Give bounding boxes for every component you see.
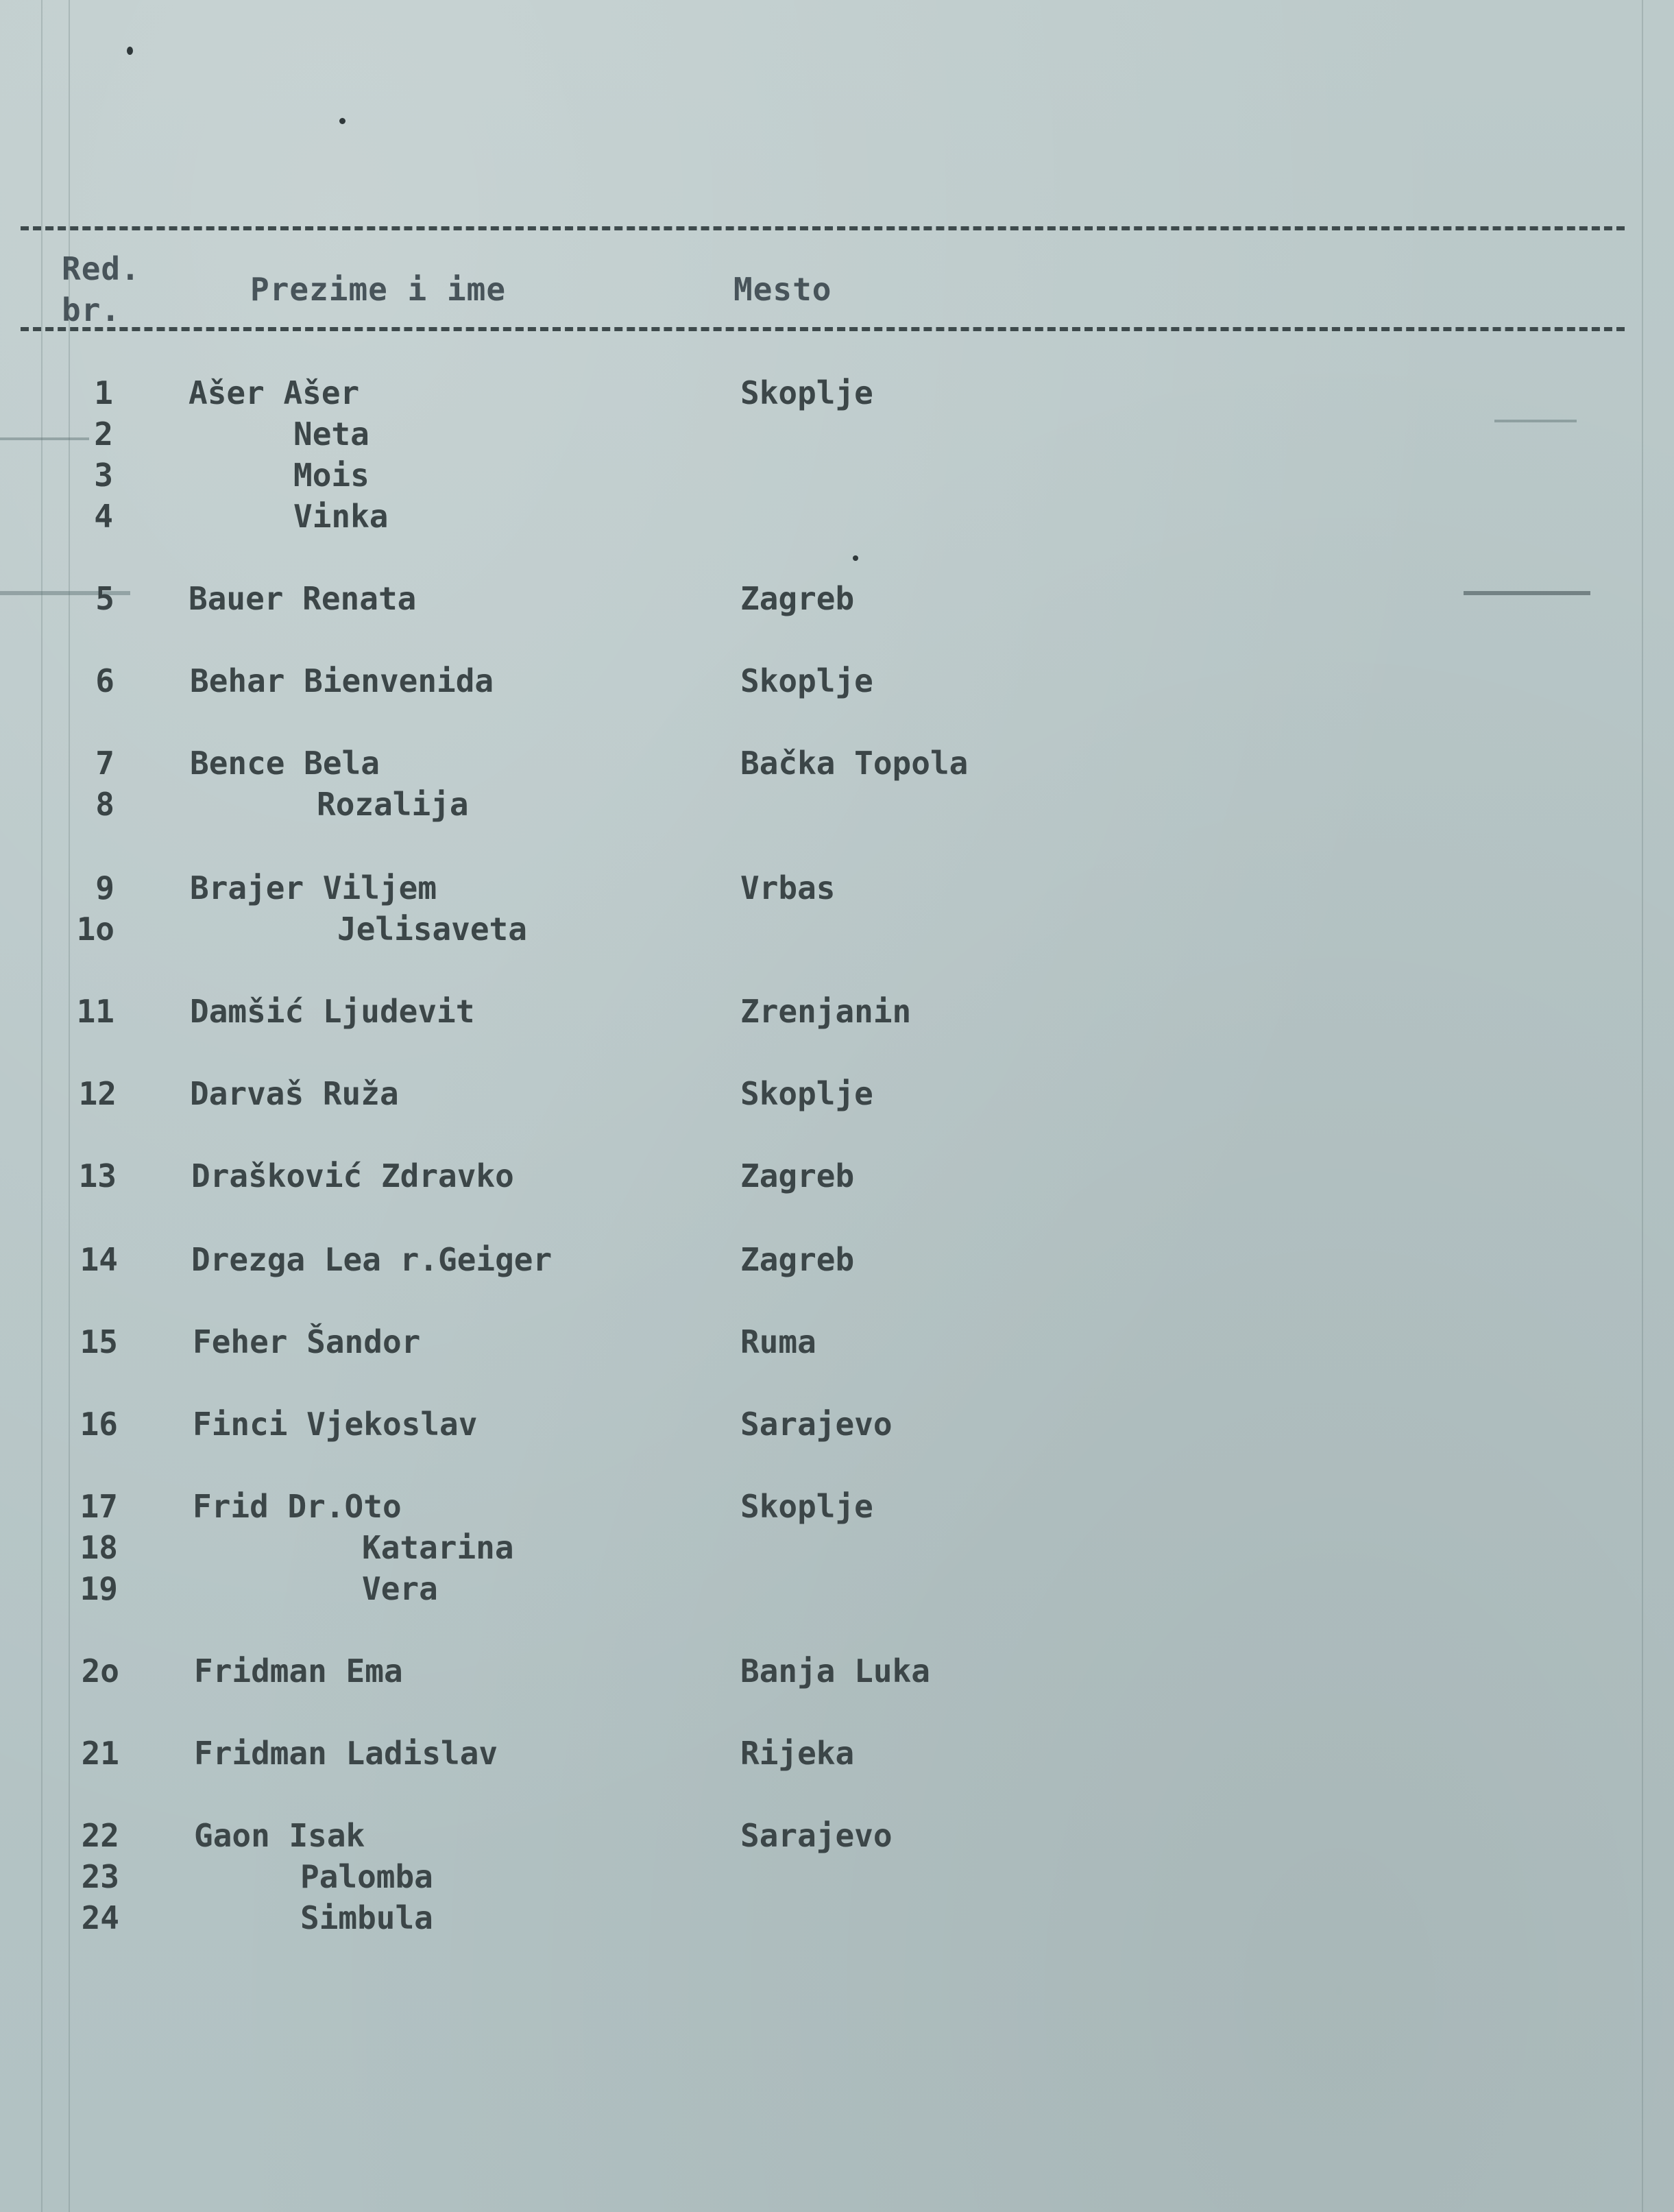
- list-item: [0, 1321, 1674, 1362]
- person-name: Mois: [293, 457, 369, 494]
- list-item: [0, 1527, 1674, 1568]
- place-name: Sarajevo: [740, 1406, 893, 1443]
- list-item: [0, 1568, 1674, 1609]
- list-item: [0, 1650, 1674, 1692]
- row-number: 17: [80, 1488, 118, 1525]
- place-name: Sarajevo: [740, 1817, 893, 1854]
- person-name: Katarina: [362, 1529, 514, 1566]
- list-item: [0, 784, 1674, 825]
- row-number: 4: [94, 498, 113, 535]
- list-item: [0, 1155, 1674, 1197]
- row-number: 3: [94, 457, 113, 494]
- person-name: Behar Bienvenida: [190, 662, 494, 699]
- header-bottom-rule: [21, 327, 1625, 331]
- list-item: [0, 867, 1674, 909]
- place-name: Ruma: [740, 1323, 816, 1360]
- place-name: Banja Luka: [740, 1652, 930, 1690]
- person-name: Feher Šandor: [193, 1323, 421, 1360]
- row-number: 2: [94, 416, 113, 453]
- column-header-number: Red.: [62, 250, 141, 287]
- column-header-number-sub: br.: [62, 291, 121, 328]
- person-name: Jelisaveta: [337, 911, 527, 948]
- row-number: 21: [81, 1735, 119, 1772]
- row-number: 14: [80, 1241, 118, 1278]
- list-item: [0, 1404, 1674, 1445]
- person-name: Neta: [293, 416, 369, 453]
- person-name: Bauer Renata: [189, 580, 417, 617]
- list-item: [0, 1897, 1674, 1938]
- list-item: [0, 455, 1674, 496]
- header-top-rule: [21, 226, 1625, 230]
- row-number: 5: [95, 580, 114, 617]
- row-number: 8: [95, 786, 114, 823]
- place-name: Rijeka: [740, 1735, 855, 1772]
- place-name: Bačka Topola: [740, 745, 969, 782]
- row-number: 9: [95, 869, 114, 906]
- row-number: 22: [81, 1817, 119, 1854]
- person-name: Vinka: [293, 498, 389, 535]
- row-number: 6: [95, 662, 114, 699]
- person-name: Brajer Viljem: [190, 869, 437, 906]
- person-name: Ašer Ašer: [189, 374, 360, 411]
- row-number: 1: [94, 374, 113, 411]
- person-name: Darvaš Ruža: [190, 1075, 399, 1112]
- list-item: [0, 496, 1674, 537]
- list-item: [0, 1856, 1674, 1897]
- list-item: [0, 413, 1674, 455]
- place-name: Zrenjanin: [740, 993, 912, 1030]
- row-number: 11: [76, 993, 114, 1030]
- list-item: [0, 1733, 1674, 1774]
- row-number: 7: [95, 745, 114, 782]
- place-name: Skoplje: [740, 1075, 873, 1112]
- row-number: 2o: [81, 1652, 119, 1690]
- person-name: Rozalija: [317, 786, 469, 823]
- list-item: [0, 1815, 1674, 1856]
- place-name: Zagreb: [740, 1241, 855, 1278]
- person-name: Simbula: [300, 1899, 433, 1936]
- person-name: Fridman Ema: [194, 1652, 403, 1690]
- ink-speck: [339, 118, 345, 124]
- list-item: [0, 1073, 1674, 1114]
- place-name: Zagreb: [740, 1157, 855, 1194]
- person-name: Fridman Ladislav: [194, 1735, 498, 1772]
- list-item: [0, 660, 1674, 701]
- list-item: [0, 743, 1674, 784]
- row-number: 23: [81, 1858, 119, 1895]
- place-name: Skoplje: [740, 662, 873, 699]
- row-number: 18: [80, 1529, 118, 1566]
- person-name: Finci Vjekoslav: [193, 1406, 478, 1443]
- column-header-name: Prezime i ime: [250, 271, 507, 308]
- row-number: 16: [80, 1406, 118, 1443]
- place-name: Skoplje: [740, 374, 873, 411]
- person-name: Drezga Lea r.Geiger: [191, 1241, 553, 1278]
- list-item: [0, 372, 1674, 413]
- person-name: Drašković Zdravko: [191, 1157, 514, 1194]
- row-number: 13: [78, 1157, 117, 1194]
- person-name: Frid Dr.Oto: [193, 1488, 402, 1525]
- person-name: Palomba: [300, 1858, 433, 1895]
- list-item: [0, 1239, 1674, 1280]
- row-number: 15: [80, 1323, 118, 1360]
- list-item: [0, 1486, 1674, 1527]
- place-name: Skoplje: [740, 1488, 873, 1525]
- person-name: Damšić Ljudevit: [190, 993, 475, 1030]
- row-number: 1o: [76, 911, 114, 948]
- ink-speck: [853, 555, 858, 561]
- row-number: 12: [78, 1075, 117, 1112]
- person-name: Vera: [362, 1570, 438, 1607]
- place-name: Zagreb: [740, 580, 855, 617]
- place-name: Vrbas: [740, 869, 836, 906]
- column-header-place: Mesto: [733, 271, 832, 308]
- person-name: Gaon Isak: [194, 1817, 365, 1854]
- list-item: [0, 578, 1674, 619]
- ink-speck: [127, 47, 133, 55]
- row-number: 24: [81, 1899, 119, 1936]
- list-item: [0, 991, 1674, 1032]
- row-number: 19: [80, 1570, 118, 1607]
- list-item: [0, 909, 1674, 950]
- person-name: Bence Bela: [190, 745, 380, 782]
